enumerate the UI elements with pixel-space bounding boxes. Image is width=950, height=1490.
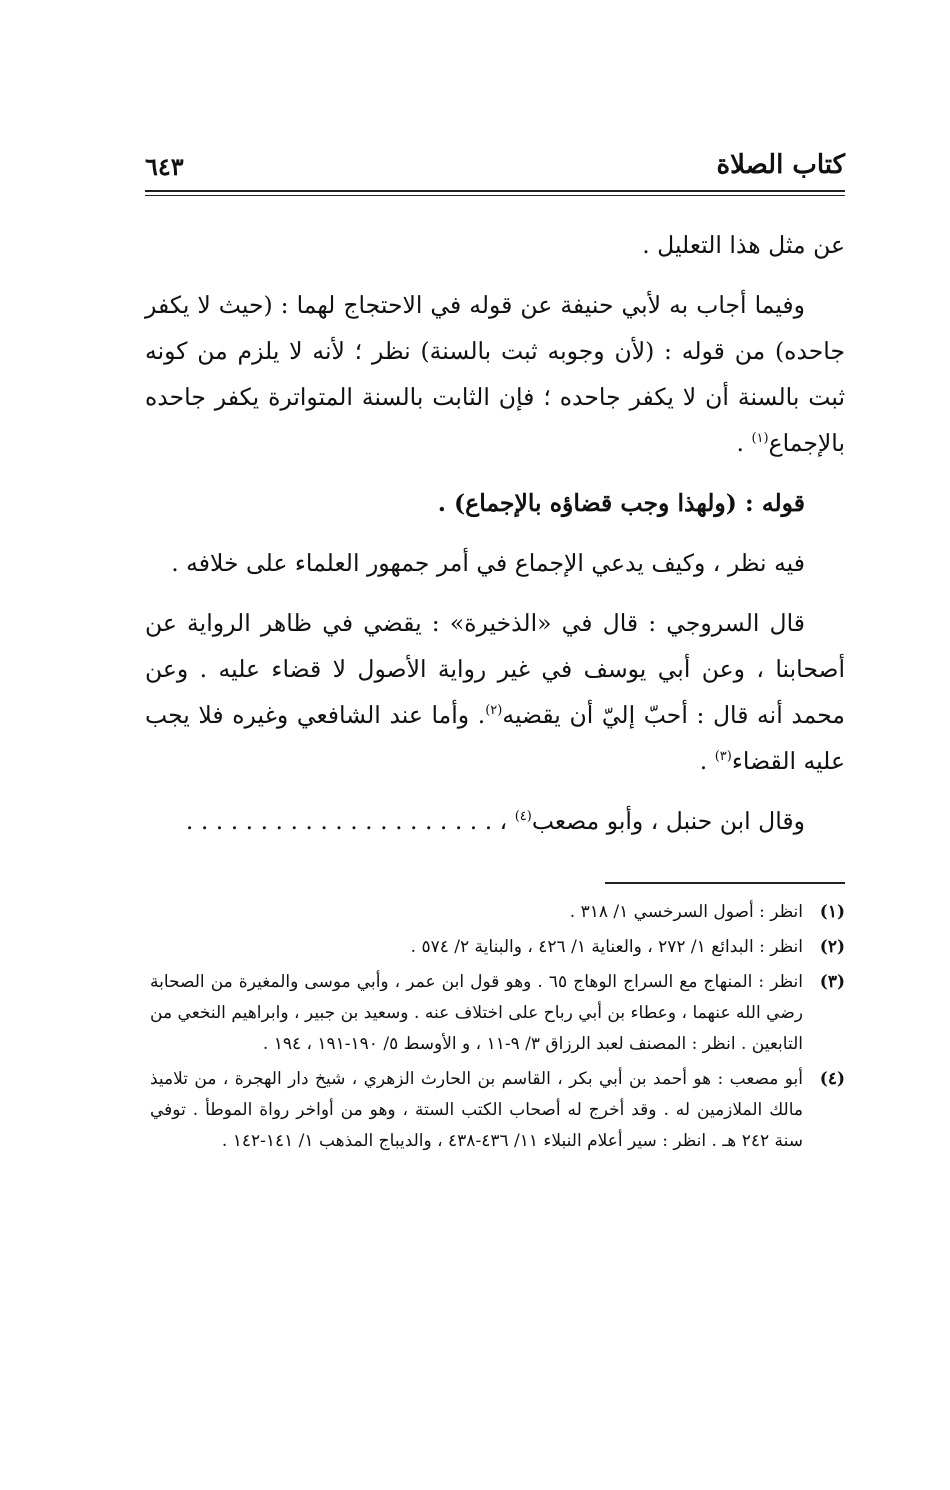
footnote-ref-3[interactable]: (٣) <box>714 749 732 765</box>
header-title: كتاب الصلاة <box>716 150 845 180</box>
paragraph-3-text: قوله : (ولهذا وجب قضاؤه بالإجماع) . <box>437 489 805 517</box>
paragraph-6 <box>145 798 845 844</box>
page-number: ٦٤٣ <box>145 152 184 181</box>
footnote-number: (٣) <box>819 972 845 992</box>
footnote-text: انظر : المنهاج مع السراج الوهاج ٦٥ . وهو قول ابن عمر ، وأبي موسى والمغيرة من الصحابة رضي الله عنهما ، وعطاء بن أبي رباح على اختلاف عنه . وسعيد بن جبير ، وابراهيم النخعي من التابعين . انظر : المصنف لعبد الرزاق ٣/ ٩-١١ ، و الأوسط ٥/ ١٩٠-١٩١ ، ١٩٤ . <box>150 972 803 1054</box>
paragraph-2-text: وفيما أجاب به لأبي حنيفة عن قوله في الاحتجاج لهما : (حيث لا يكفر جاحده) من قوله : (لأن وجوبه ثبت بالسنة) نظر ؛ لأنه لا يلزم من كونه ثبت بالسنة أن لا يكفر جاحده ؛ فإن الثابت بالسنة المتواترة يكفر جاحده بالإجماع <box>145 291 845 457</box>
header-rule-thin <box>145 195 845 196</box>
footnote-ref-4[interactable]: (٤) <box>514 809 532 825</box>
paragraph-5-end: . <box>699 747 715 775</box>
footnote-number: (٢) <box>819 937 845 957</box>
footnote-ref-1[interactable]: (١) <box>751 431 769 447</box>
paragraph-5-text-a: قال السروجي : قال في «الذخيرة» : يقضي في ظاهر الرواية عن أصحابنا ، وعن أبي يوسف في غير رواية الأصول لا قضاء عليه . وعن محمد أنه قال : أحبّ إليّ أن يقضيه <box>145 609 846 729</box>
paragraph-2-end: . <box>736 429 752 457</box>
running-header <box>145 148 845 188</box>
footnote-number: (١) <box>819 902 845 922</box>
header-rule <box>145 190 845 192</box>
footnote-item <box>150 967 845 1060</box>
footnote-text: أبو مصعب : هو أحمد بن أبي بكر ، القاسم بن الحارث الزهري ، شيخ دار الهجرة ، من تلاميذ مالك الملازمين له . وقد أخرج له أصحاب الكتب الستة ، وهو من أواخر رواة الموطأ . توفي سنة ٢٤٢ هـ . انظر : سير أعلام النبلاء ١١/ ٤٣٦-٤٣٨ ، والديباج المذهب ١/ ١٤١-١٤٢ . <box>150 1069 803 1151</box>
paragraph-2 <box>145 282 845 466</box>
paragraph-4-text: فيه نظر ، وكيف يدعي الإجماع في أمر جمهور العلماء على خلافه . <box>171 549 805 577</box>
paragraph-4 <box>145 540 845 586</box>
footnote-text: انظر : البدائع ١/ ٢٧٢ ، والعناية ١/ ٤٢٦ ، والبناية ٢/ ٥٧٤ . <box>410 937 803 957</box>
footnote-item <box>150 932 845 963</box>
main-text <box>145 222 845 858</box>
footnote-ref-2[interactable]: (٢) <box>485 703 503 719</box>
paragraph-5-text-b: . وأما عند الشافعي وغيره فلا يجب عليه القضاء <box>145 701 845 775</box>
paragraph-6-text: وقال ابن حنبل ، وأبو مصعب <box>531 807 805 835</box>
footnote-item <box>150 1064 845 1157</box>
footnote-number: (٤) <box>819 1069 845 1089</box>
footnote-text: انظر : أصول السرخسي ١/ ٣١٨ . <box>569 902 803 922</box>
paragraph-1 <box>145 222 845 268</box>
footnotes <box>150 897 845 1161</box>
paragraph-6-ellipsis: ، . . . . . . . . . . . . . . . . . . . . . <box>185 807 515 835</box>
paragraph-1-text: عن مثل هذا التعليل . <box>642 231 845 259</box>
paragraph-5 <box>145 600 845 784</box>
paragraph-3-heading <box>145 480 845 526</box>
footnote-separator <box>605 882 845 884</box>
footnote-item <box>150 897 845 928</box>
